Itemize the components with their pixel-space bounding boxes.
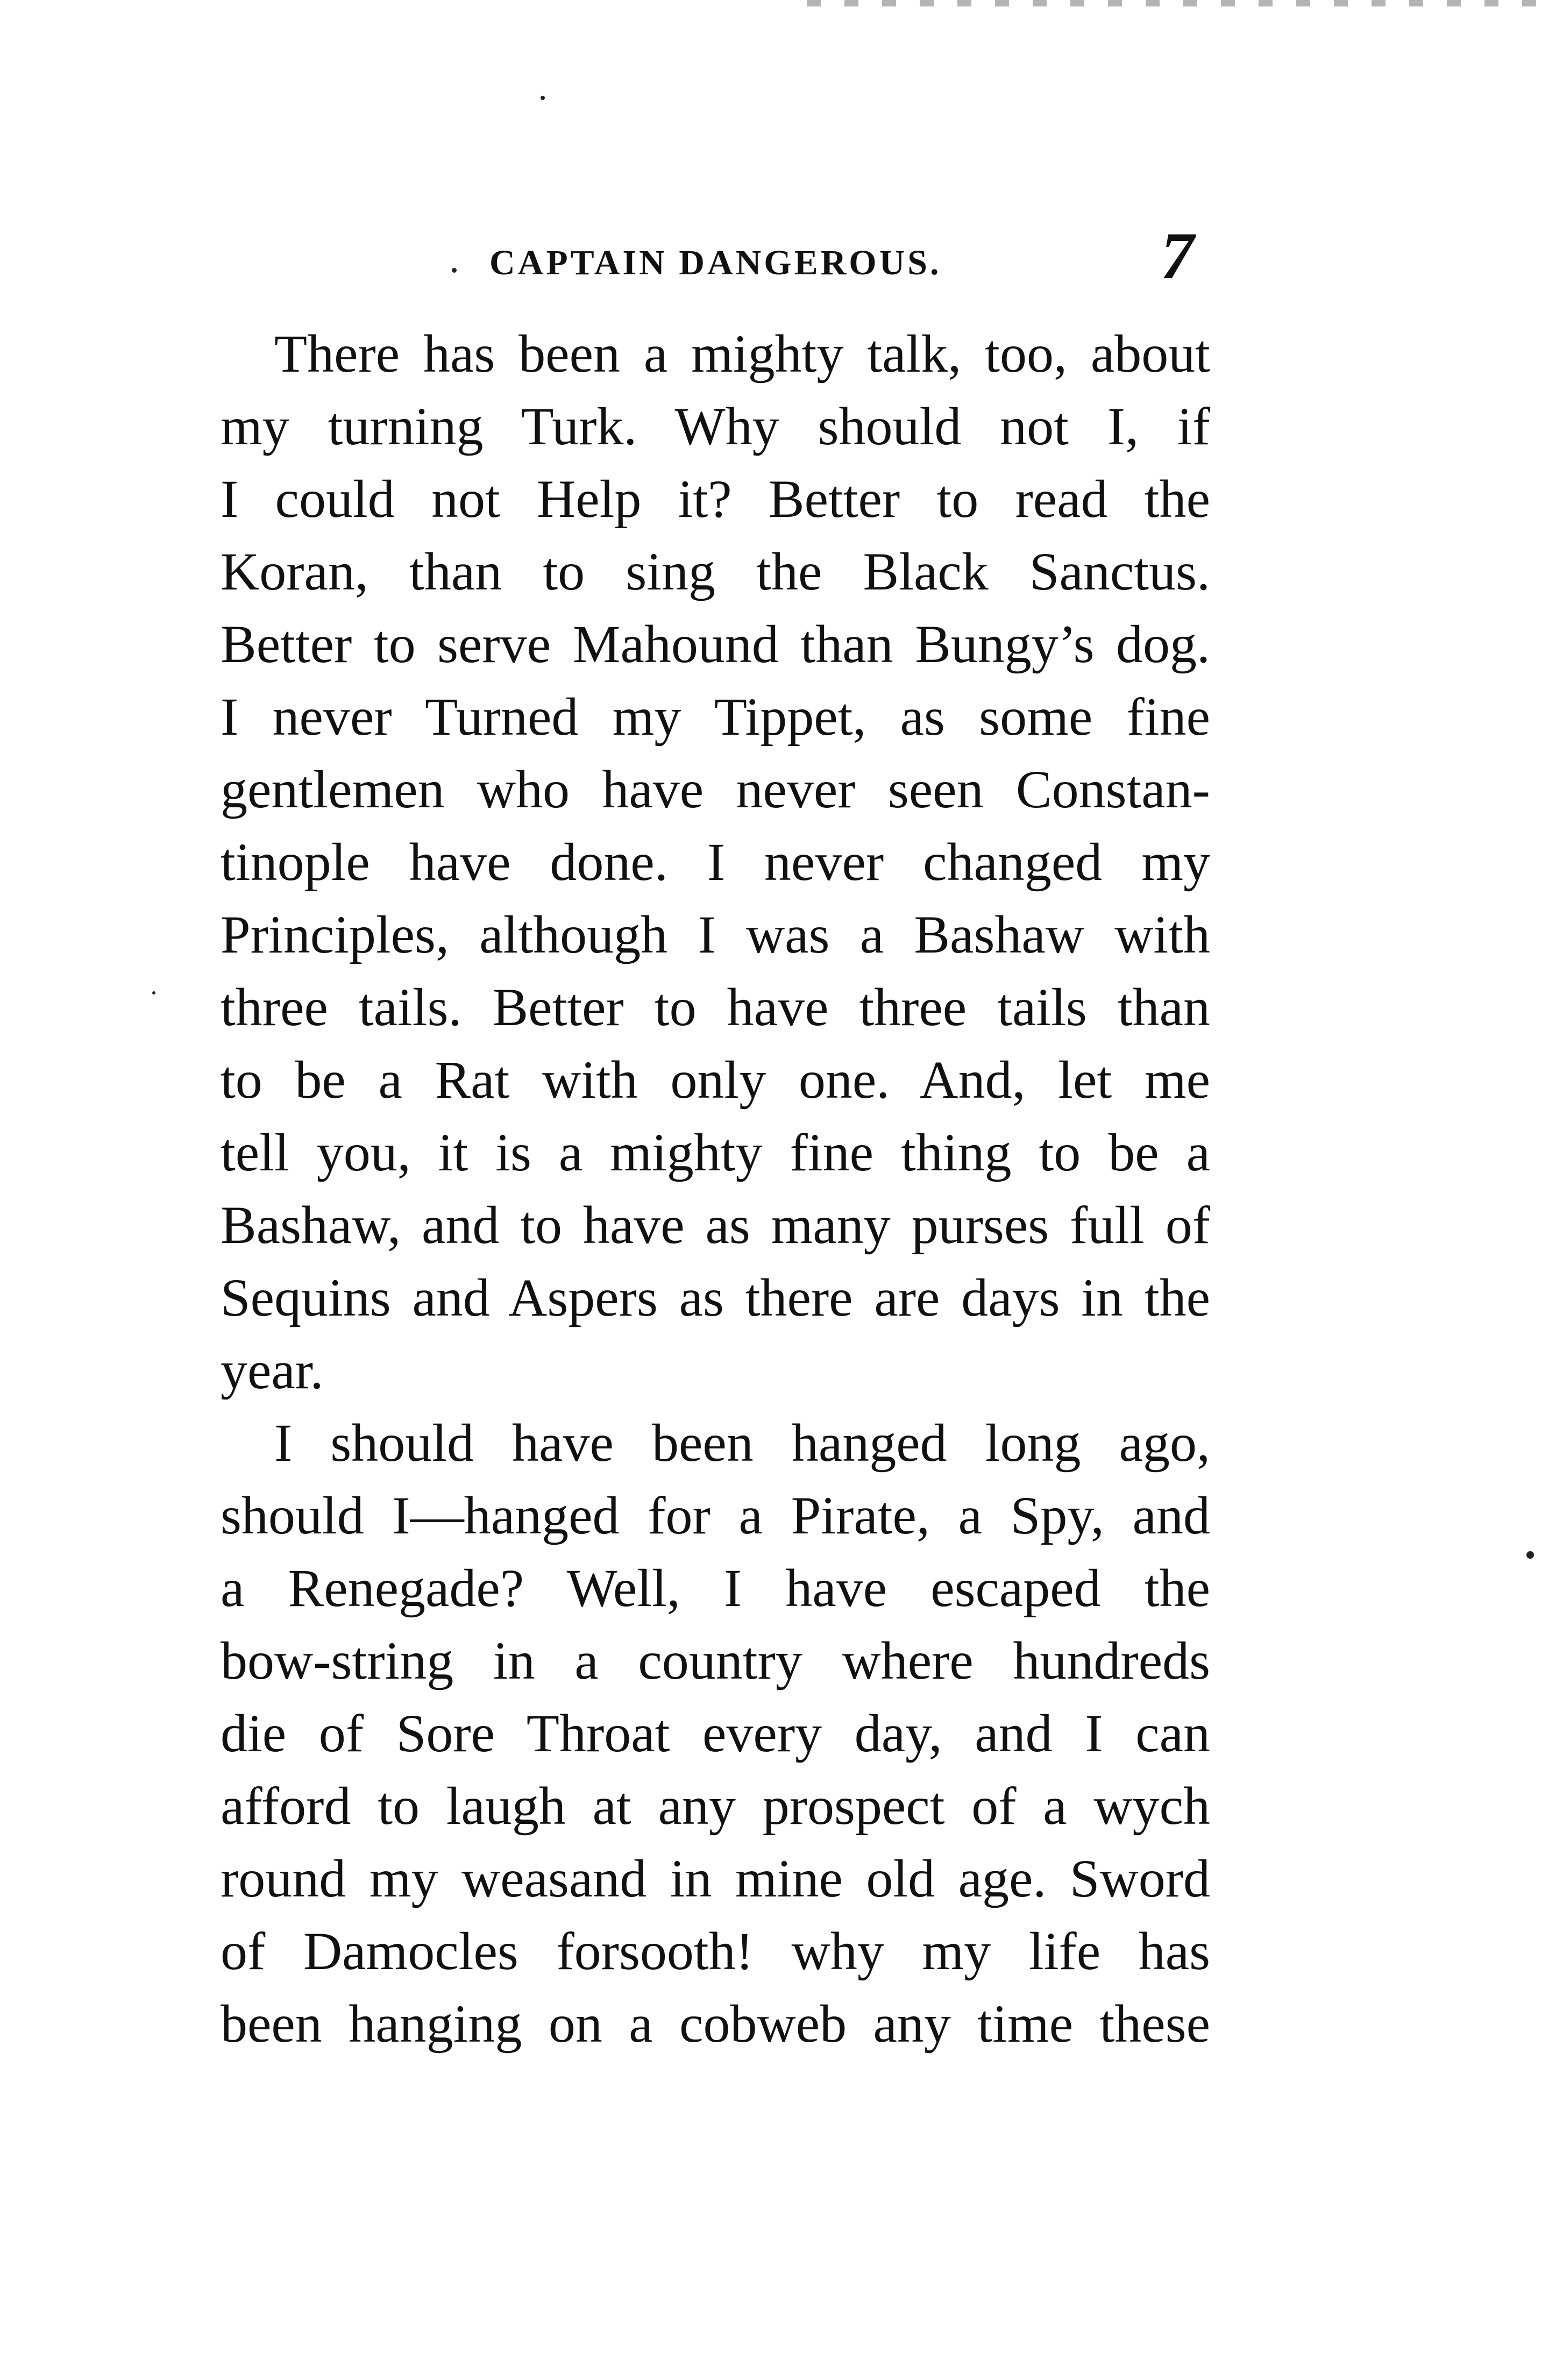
- paragraph: [221, 317, 1210, 1406]
- text-line: Better to serve Mahound than Bungy’s dog.: [221, 614, 1210, 674]
- text-line: Principles, although I was a Bashaw with: [221, 905, 1210, 964]
- text-line: been hanging on a cobweb any time these: [221, 1994, 1210, 2054]
- text-line: should I—hanged for a Pirate, a Spy, and: [221, 1486, 1210, 1545]
- paragraph: [221, 1406, 1210, 2060]
- body-text: [221, 317, 1210, 2060]
- text-line: die of Sore Throat every day, and I can: [221, 1703, 1210, 1763]
- scan-speck: [152, 991, 155, 994]
- scan-speck: [1526, 1551, 1534, 1559]
- text-line: I never Turned my Tippet, as some fine: [221, 687, 1210, 747]
- text-line: I could not Help it? Better to read the: [221, 469, 1210, 529]
- text-line: round my weasand in mine old age. Sword: [221, 1849, 1210, 1908]
- scan-speck: [541, 96, 545, 100]
- scan-edge-marks: [807, 0, 1560, 6]
- text-line: year.: [221, 1340, 324, 1400]
- text-line: gentlemen who have never seen Constan-: [221, 759, 1210, 819]
- text-line: Sequins and Aspers as there are days in the: [221, 1268, 1210, 1327]
- text-line: a Renegade? Well, I have escaped the: [221, 1558, 1210, 1618]
- text-line: to be a Rat with only one. And, let me: [221, 1050, 1210, 1110]
- running-title: CAPTAIN DANGEROUS.: [489, 243, 942, 282]
- text-line: afford to laugh at any prospect of a wych: [221, 1776, 1210, 1836]
- text-line: three tails. Better to have three tails than: [221, 977, 1210, 1037]
- text-line: my turning Turk. Why should not I, if: [221, 396, 1210, 456]
- text-line: There has been a mighty talk, too, about: [274, 324, 1210, 383]
- text-line: I should have been hanged long ago,: [274, 1413, 1210, 1473]
- running-head: [221, 212, 1210, 299]
- text-line: tell you, it is a mighty fine thing to be a: [221, 1122, 1210, 1182]
- text-line: Koran, than to sing the Black Sanctus.: [221, 542, 1210, 601]
- text-line: bow-string in a country where hundreds: [221, 1631, 1210, 1690]
- text-line: Bashaw, and to have as many purses full of: [221, 1195, 1210, 1255]
- page-number: 7: [1161, 219, 1194, 293]
- text-line: of Damocles forsooth! why my life has: [221, 1921, 1210, 1981]
- text-line: tinople have done. I never changed my: [221, 832, 1210, 892]
